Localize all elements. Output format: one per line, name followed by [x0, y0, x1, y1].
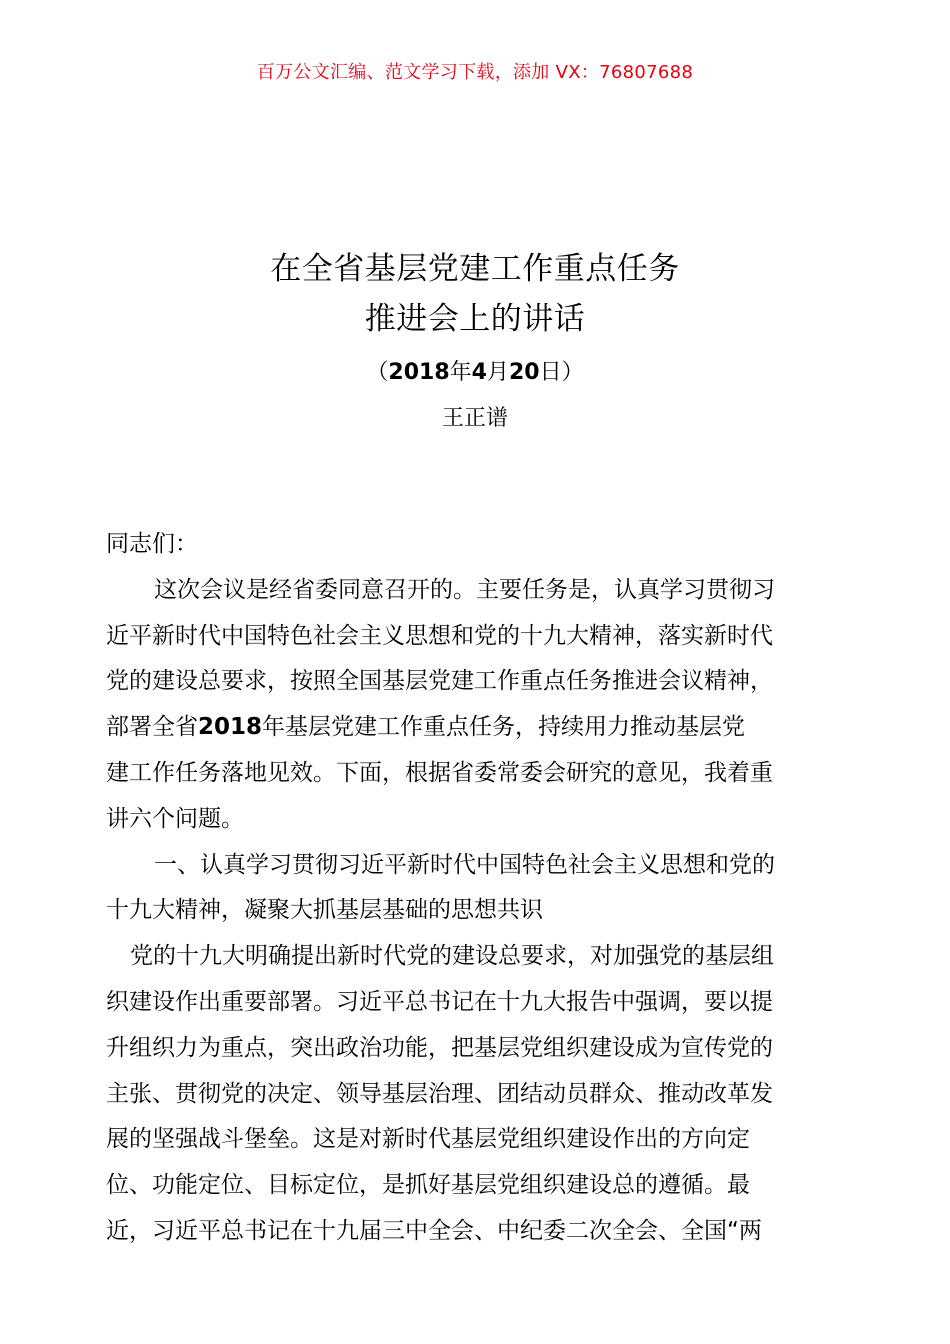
title-line-1: 在全省基层党建工作重点任务: [270, 251, 680, 287]
section-heading-1-line: 十九大精神，凝聚大抓基层基础的思想共识: [106, 897, 543, 924]
speech-date: [0, 358, 950, 388]
paragraph-2-line: 展的坚强战斗堡垒。这是对新时代基层党组织建设作出的方向定: [106, 1126, 750, 1153]
date-year-unit: 年: [449, 360, 472, 385]
date-day-unit: 日）: [539, 360, 584, 385]
date-day: 20: [508, 360, 540, 385]
p1-l4-year: 2018: [198, 714, 263, 741]
author-name: 王正谱: [441, 406, 508, 431]
paragraph-1-line: 这次会议是经省委同意召开的。主要任务是，认真学习贯彻习: [154, 576, 775, 603]
paragraph-2-line: 位、功能定位、目标定位，是抓好基层党组织建设总的遵循。最: [106, 1172, 750, 1199]
paragraph-2-line: 升组织力为重点，突出政治功能，把基层党组织建设成为宣传党的: [106, 1034, 773, 1061]
paragraph-1-line: 建工作任务落地见效。下面，根据省委常委会研究的意见，我着重: [106, 759, 773, 786]
watermark-text: 百万公文汇编、范文学习下载，添加 VX：76807688: [256, 62, 694, 83]
body-text: [106, 522, 846, 1255]
paragraph-2-line: 主张、贯彻党的决定、领导基层治理、团结动员群众、推动改革发: [106, 1080, 773, 1107]
paragraph-2-line: 织建设作出重要部署。习近平总书记在十九大报告中强调，要以提: [106, 988, 773, 1015]
paragraph-2-line: 党的十九大明确提出新时代党的建设总要求，对加强党的基层组: [130, 943, 774, 970]
paragraph-1-line: 近平新时代中国特色社会主义思想和党的十九大精神，落实新时代: [106, 622, 773, 649]
date-month-unit: 月: [486, 360, 509, 385]
section-heading-1-line: 一、认真学习贯彻习近平新时代中国特色社会主义思想和党的: [154, 851, 775, 878]
date-year: 2018: [388, 360, 450, 385]
date-month: 4: [471, 360, 487, 385]
paragraph-1-line: [106, 705, 846, 751]
p1-l4-a: 部署全省: [106, 714, 198, 741]
title-line-2: 推进会上的讲话: [364, 301, 586, 337]
title-block: [0, 244, 950, 434]
paragraph-1-line: 党的建设总要求，按照全国基层党建工作重点任务推进会议精神，: [106, 668, 773, 695]
paragraph-2-line: 近，习近平总书记在十九届三中全会、中纪委二次全会、全国“两: [106, 1217, 762, 1244]
paragraph-1-line: 讲六个问题。: [106, 805, 244, 832]
date-open: （: [366, 360, 389, 385]
p1-l4-b: 年基层党建工作重点任务，持续用力推动基层党: [262, 714, 746, 741]
salutation: 同志们：: [106, 531, 198, 557]
